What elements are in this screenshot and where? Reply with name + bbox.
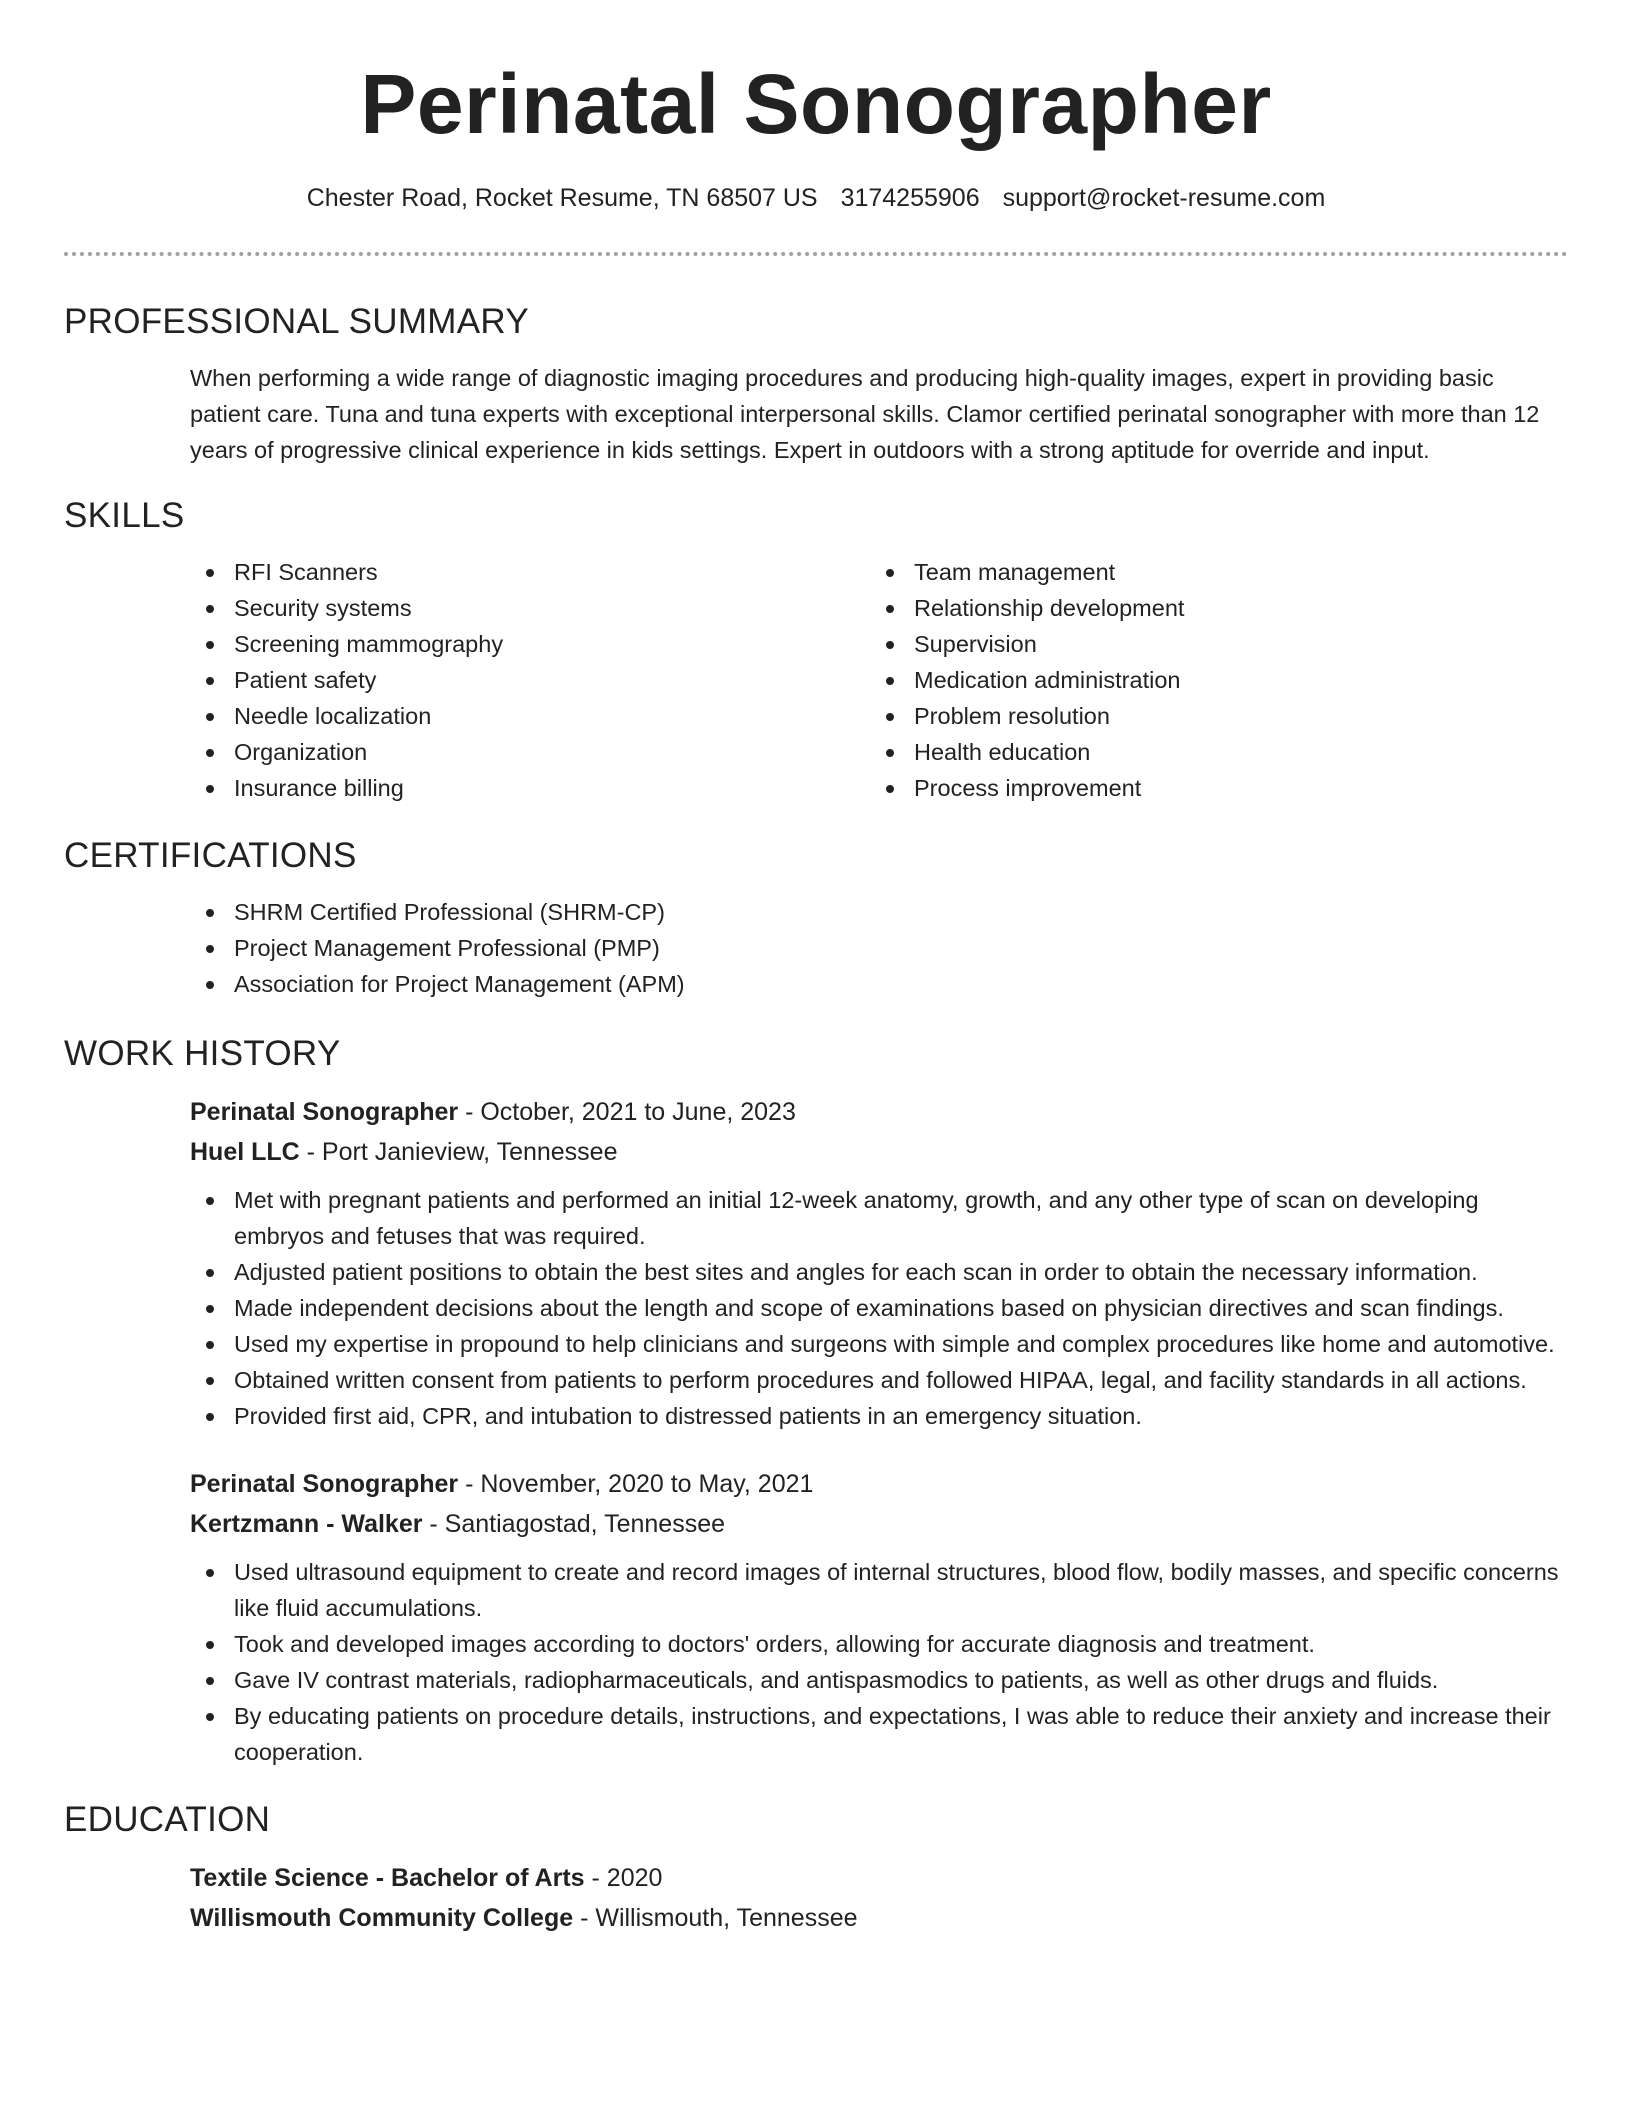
list-item: Needle localization [190,698,870,734]
list-item: Used my expertise in propound to help clinicians and surgeons with simple and complex procedures like home and automotive. [190,1326,1568,1362]
certifications-list [64,894,1568,1002]
list-item: SHRM Certified Professional (SHRM-CP) [190,894,1568,930]
list-item: Team management [870,554,1550,590]
list-item: Insurance billing [190,770,870,806]
education-degree-line [190,1858,1568,1898]
list-item: Organization [190,734,870,770]
list-item: Medication administration [870,662,1550,698]
job-bullets [190,1182,1568,1434]
job-entry [64,1092,1568,1434]
list-item: Association for Project Management (APM) [190,966,1568,1002]
skills-grid [64,554,1568,806]
contact-line [64,176,1568,220]
work-title: WORK HISTORY [64,1034,341,1073]
list-item: Security systems [190,590,870,626]
list-item: Met with pregnant patients and performed an initial 12-week anatomy, growth, and any other type of scan on developing embryos and fetuses that was required. [190,1182,1568,1254]
job-company-line [190,1132,1568,1172]
education-title: EDUCATION [64,1800,271,1839]
education-location: - Willismouth, Tennessee [573,1904,858,1932]
education-degree: Textile Science - Bachelor of Arts [190,1864,585,1892]
job-role-line [190,1092,1568,1132]
list-item: Screening mammography [190,626,870,662]
job-company: Huel LLC [190,1138,300,1166]
skills-list-right [870,554,1550,806]
list-item: Obtained written consent from patients to perform procedures and followed HIPAA, legal, and facility standards in all actions. [190,1362,1568,1398]
list-item: Supervision [870,626,1550,662]
job-role: Perinatal Sonographer [190,1470,459,1498]
header-divider [64,252,1568,256]
job-location: - Santiagostad, Tennessee [422,1510,725,1538]
summary-title: PROFESSIONAL SUMMARY [64,302,529,341]
contact-email: support@rocket-resume.com [1002,184,1326,212]
certifications-section [64,834,1568,1002]
list-item: Health education [870,734,1550,770]
list-item: RFI Scanners [190,554,870,590]
education-school-line [190,1898,1568,1938]
skills-title: SKILLS [64,496,185,535]
job-company: Kertzmann - Walker [190,1510,423,1538]
summary-section [64,300,1568,468]
summary-text: When performing a wide range of diagnostic imaging procedures and producing high-quality images, expert in providing basic patient care. Tuna and tuna experts with exceptional interpersonal skills. Clamor certified perinatal sonographer with more than 12 years of progressive clinical experience in kids settings. Expert in outdoors with a strong aptitude for override and input. [190,365,1540,463]
list-item: Problem resolution [870,698,1550,734]
education-year: - 2020 [584,1864,663,1892]
job-role-line [190,1464,1568,1504]
job-bullets [190,1554,1568,1770]
list-item: Patient safety [190,662,870,698]
contact-address: Chester Road, Rocket Resume, TN 68507 US [306,184,818,212]
job-role: Perinatal Sonographer [190,1098,459,1126]
list-item: Process improvement [870,770,1550,806]
certifications-title: CERTIFICATIONS [64,836,357,875]
job-location: - Port Janieview, Tennessee [299,1138,618,1166]
job-company-line [190,1504,1568,1544]
list-item: Project Management Professional (PMP) [190,930,1568,966]
education-entry [64,1858,1568,1938]
education-section [64,1798,1568,1938]
skills-section [64,494,1568,806]
education-school: Willismouth Community College [190,1904,574,1932]
list-item: Relationship development [870,590,1550,626]
job-entry [64,1464,1568,1770]
job-dates: - November, 2020 to May, 2021 [458,1470,814,1498]
list-item: Provided first aid, CPR, and intubation to distressed patients in an emergency situation. [190,1398,1568,1434]
list-item: Made independent decisions about the length and scope of examinations based on physician directives and scan findings. [190,1290,1568,1326]
skills-list-left [190,554,870,806]
list-item: Gave IV contrast materials, radiopharmaceuticals, and antispasmodics to patients, as well as other drugs and fluids. [190,1662,1568,1698]
job-dates: - October, 2021 to June, 2023 [458,1098,796,1126]
contact-phone: 3174255906 [840,184,980,212]
list-item: Took and developed images according to doctors' orders, allowing for accurate diagnosis and treatment. [190,1626,1568,1662]
list-item: Adjusted patient positions to obtain the best sites and angles for each scan in order to obtain the necessary information. [190,1254,1568,1290]
work-section [64,1032,1568,1770]
list-item: By educating patients on procedure details, instructions, and expectations, I was able to reduce their anxiety and increase their cooperation. [190,1698,1568,1770]
resume-name: Perinatal Sonographer [360,57,1272,151]
list-item: Used ultrasound equipment to create and record images of internal structures, blood flow, bodily masses, and specific concerns like fluid accumulations. [190,1554,1568,1626]
